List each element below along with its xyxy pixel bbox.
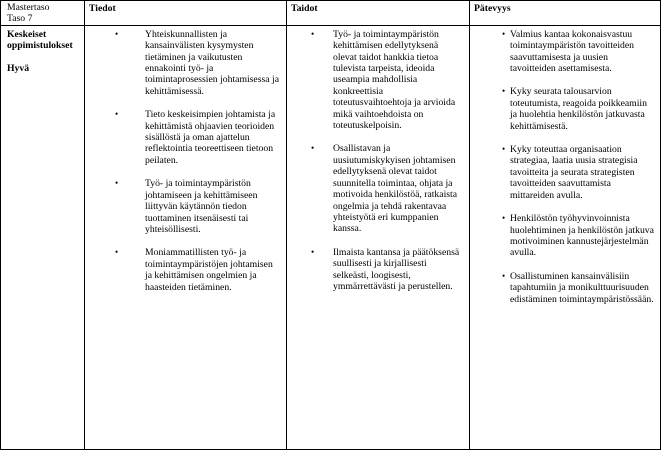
list-item: • Henkilöstön työhyvinvoinnista huolehtiminen ja henkilöstön jatkuva motivoiminen kannustejärjestelmän avulla. [502, 213, 654, 259]
list-item: • Osallistavan ja uusiutumiskykyisen johtamisen edellytyksenä olevat taidot suunnitella toimintaa, ohjata ja motivoida henkilöstöä, ratkaista ongelmia ja tehdä rakentavaa yhteistyötä eri kumppanien kanssa. [311, 143, 458, 235]
list-item: • Työ- ja toimintaympäristön johtamiseen ja kehittämiseen liittyvän käytännön tiedon tuottaminen itsenäisesti tai yhteisöllisesti. [115, 178, 258, 235]
header-level-label-2: Taso 7 [7, 13, 33, 25]
list-item: • Työ- ja toimintaympäristön kehittämisen edellytyksenä olevat taidot hankkia tietoa tulevista tarpeista, ideoida useampia mahdollisia konkreettisia toteutusvaihtoehtoja ja arvioida mikä vaihtoehdoista on toteutuskelpoisin. [311, 28, 456, 132]
bullet-icon: • [502, 86, 506, 97]
bullet-icon: • [115, 109, 119, 120]
bullet-icon: • [115, 247, 119, 258]
bullet-icon: • [115, 178, 119, 189]
skills-list [287, 26, 469, 293]
bullet-icon: • [311, 143, 315, 154]
outcomes-row [1, 25, 661, 449]
skills-cell [287, 25, 470, 449]
row-goal-line2: oppimistulokset [7, 40, 73, 52]
row-grade: Hyvä [7, 62, 30, 74]
list-item: • Osallistuminen kansainvälisiin tapahtumiin ja monikulttuurisuuden edistäminen toimintaympäristössään. [502, 270, 654, 305]
bullet-icon: • [115, 28, 119, 39]
knowledge-list [85, 26, 286, 293]
list-item: • Ilmaista kantansa ja päätöksensä suullisesti ja kirjallisesti selkeästi, loogisesti, ymmärrettävästi ja perustellen. [311, 246, 460, 292]
list-item: • Kyky seurata talousarvion toteutumista, reagoida poikkeamiin ja huolehtia henkilöstön jatkuvasta kehittämisestä. [502, 86, 647, 132]
competence-cell [470, 25, 661, 449]
header-knowledge-cell [85, 1, 287, 26]
knowledge-cell [85, 25, 287, 449]
bullet-icon: • [311, 246, 315, 257]
list-item: • Moniammatillisten työ- ja toimintaympäristöjen johtamisen ja kehittämisen ongelmien ja haasteiden tietäminen. [115, 247, 273, 293]
list-item: • Yhteiskunnallisten ja kansainvälisten kysymysten tietäminen ja vaikutusten ennakointi työ- ja toimintaprosessien johtamisessa ja kehittämisessä. [115, 28, 279, 97]
row-goal-line1: Keskeiset [7, 28, 47, 40]
list-item: • Tieto keskeisimpien johtamista ja kehittämistä ohjaavien teorioiden sisällöstä ja oman ajattelun reflektointia teoreettiseen tietoon peilaten. [115, 109, 276, 166]
list-item: • Valmius kantaa kokonaisvastuu toimintaympäristön tavoitteiden saavuttamisesta ja uusien tavoitteiden asettamisesta. [502, 28, 635, 75]
header-knowledge: Tiedot [89, 3, 116, 14]
header-competence-cell [470, 1, 661, 26]
header-row [1, 1, 661, 26]
bullet-icon: • [502, 270, 506, 281]
bullet-icon: • [502, 28, 506, 39]
header-level-cell [1, 1, 85, 26]
header-level-label-1: Mastertaso [7, 2, 50, 13]
competence-list [470, 26, 660, 305]
list-item: • Kyky toteuttaa organisaation strategiaa, laatia uusia strategisia tavoitteita ja seurata strategisten tavoitteiden saavuttamista mittareiden avulla. [502, 144, 638, 201]
bullet-icon: • [502, 144, 506, 155]
bullet-icon: • [502, 213, 506, 224]
row-label-cell [1, 25, 85, 449]
header-skills: Taidot [291, 3, 318, 14]
header-skills-cell [287, 1, 470, 26]
header-competence: Pätevyys [474, 3, 511, 14]
bullet-icon: • [311, 28, 315, 39]
